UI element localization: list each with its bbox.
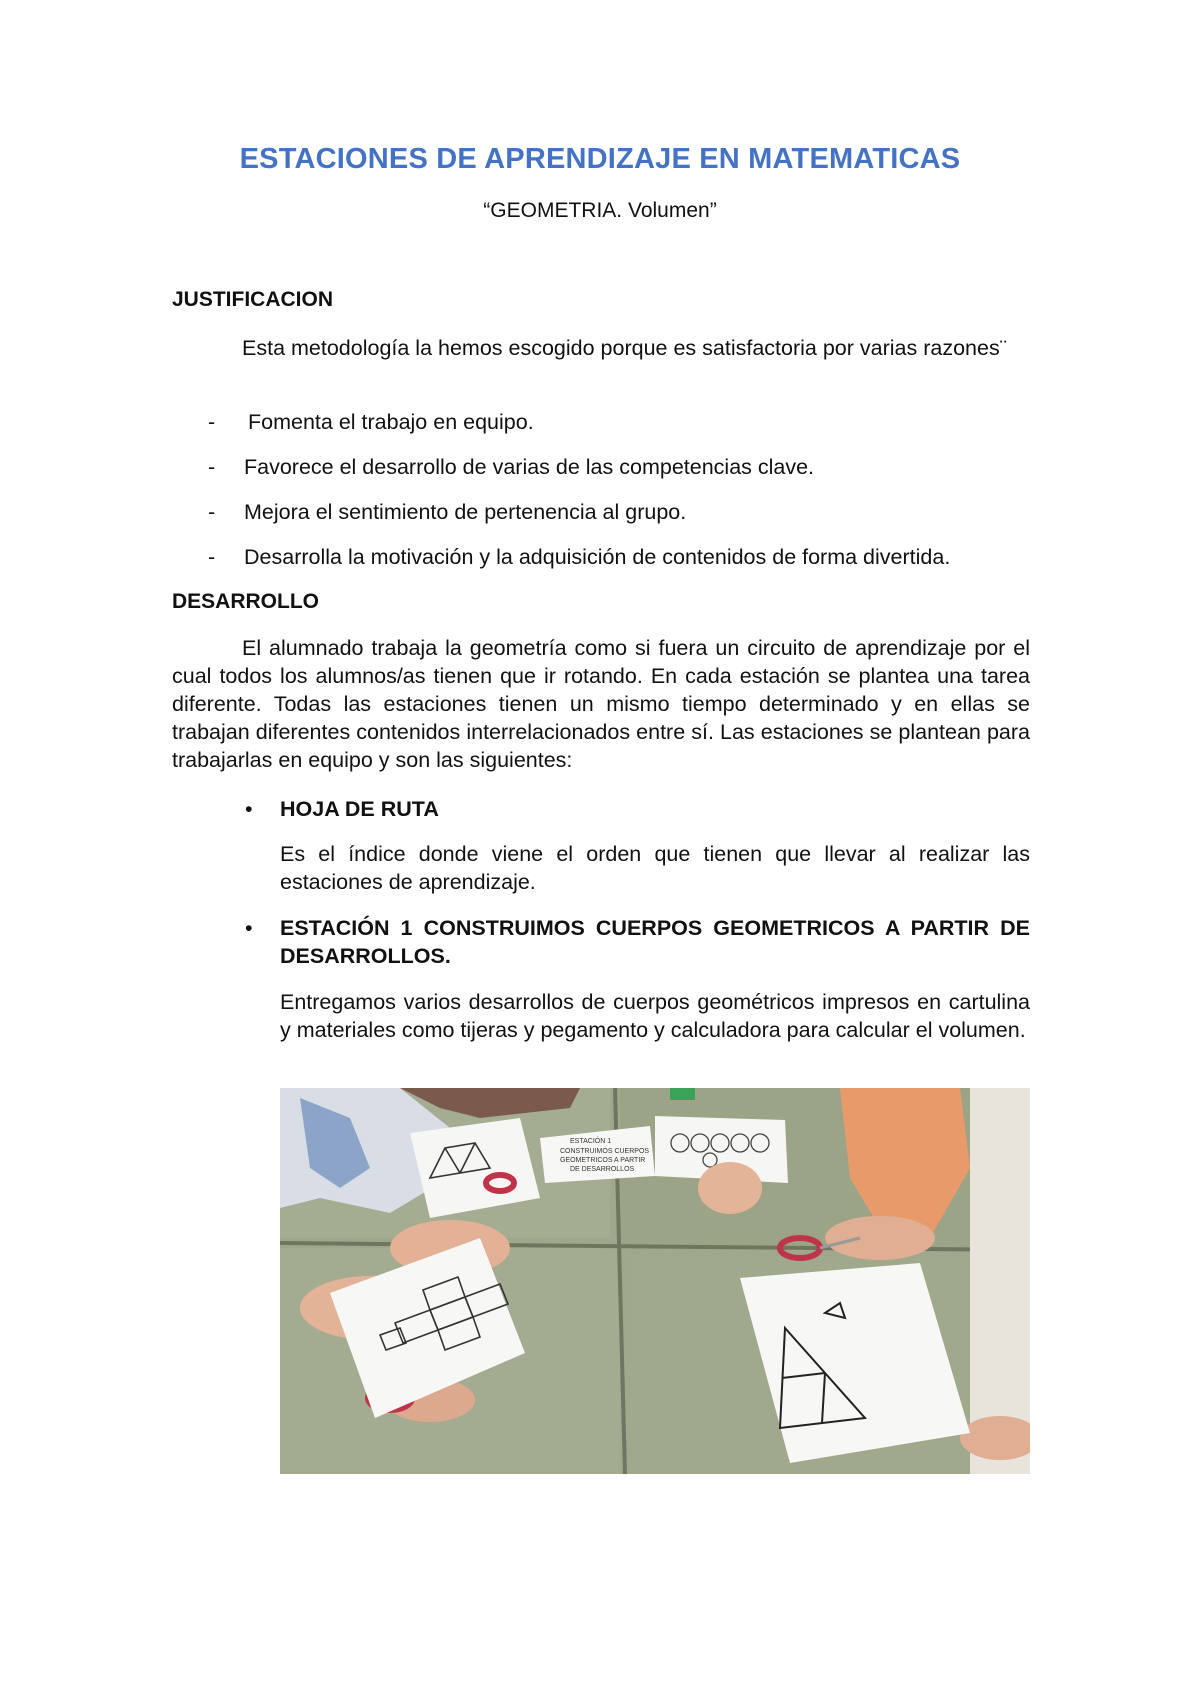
sign-line: ESTACIÓN 1 bbox=[570, 1138, 612, 1145]
bullet-icon: • bbox=[245, 797, 253, 821]
dash-marker: - bbox=[208, 500, 216, 524]
sign-line: DE DESARROLLOS bbox=[570, 1166, 635, 1173]
list-item-text: Fomenta el trabajo en equipo. bbox=[248, 410, 534, 434]
document-subtitle: “GEOMETRIA. Volumen” bbox=[483, 199, 717, 222]
station-title: ESTACIÓN 1 CONSTRUIMOS CUERPOS GEOMETRICOS A PARTIR DE DESARROLLOS. bbox=[280, 916, 1030, 968]
bullet-icon: • bbox=[245, 916, 253, 940]
station-title: HOJA DE RUTA bbox=[280, 797, 439, 821]
dash-marker: - bbox=[208, 455, 216, 479]
section-heading-justificacion: JUSTIFICACION bbox=[172, 288, 334, 311]
section-heading-desarrollo: DESARROLLO bbox=[172, 590, 319, 613]
station-description: Es el índice donde viene el orden que tienen que llevar al realizar las estaciones de aprendizaje. bbox=[280, 842, 1030, 894]
document-title: ESTACIONES DE APRENDIZAJE EN MATEMATICAS bbox=[239, 143, 961, 175]
sign-line: CONSTRUIMOS CUERPOS bbox=[560, 1148, 650, 1155]
list-item-text: Mejora el sentimiento de pertenencia al grupo. bbox=[244, 500, 687, 524]
station-description: Entregamos varios desarrollos de cuerpos geométricos impresos en cartulina y materiales como tijeras y pegamento y calculadora para calcular el volumen. bbox=[280, 990, 1030, 1042]
dash-marker: - bbox=[208, 410, 216, 434]
station-bullet bbox=[245, 914, 1030, 970]
list-item-text: Desarrolla la motivación y la adquisición de contenidos de forma divertida. bbox=[244, 545, 951, 569]
dash-marker: - bbox=[208, 545, 216, 569]
desarrollo-paragraph: El alumnado trabaja la geometría como si fuera un circuito de aprendizaje por el cual todos los alumnos/as tienen que ir rotando. En cada estación se plantea una tarea diferente. Todas las estaciones tienen un mismo tiempo determinado y en ellas se trabajan diferentes contenidos interrelacionados entre sí. Las estaciones se plantean para trabajarlas en equipo y son las siguientes: bbox=[172, 636, 1030, 772]
classroom-photo bbox=[280, 1088, 1030, 1474]
station-bullet bbox=[245, 795, 1030, 823]
sign-line: GEOMETRICOS A PARTIR bbox=[560, 1157, 646, 1164]
justificacion-intro: Esta metodología la hemos escogido porque es satisfactoria por varias razones¨ bbox=[242, 336, 1007, 360]
list-item-text: Favorece el desarrollo de varias de las competencias clave. bbox=[244, 455, 815, 479]
